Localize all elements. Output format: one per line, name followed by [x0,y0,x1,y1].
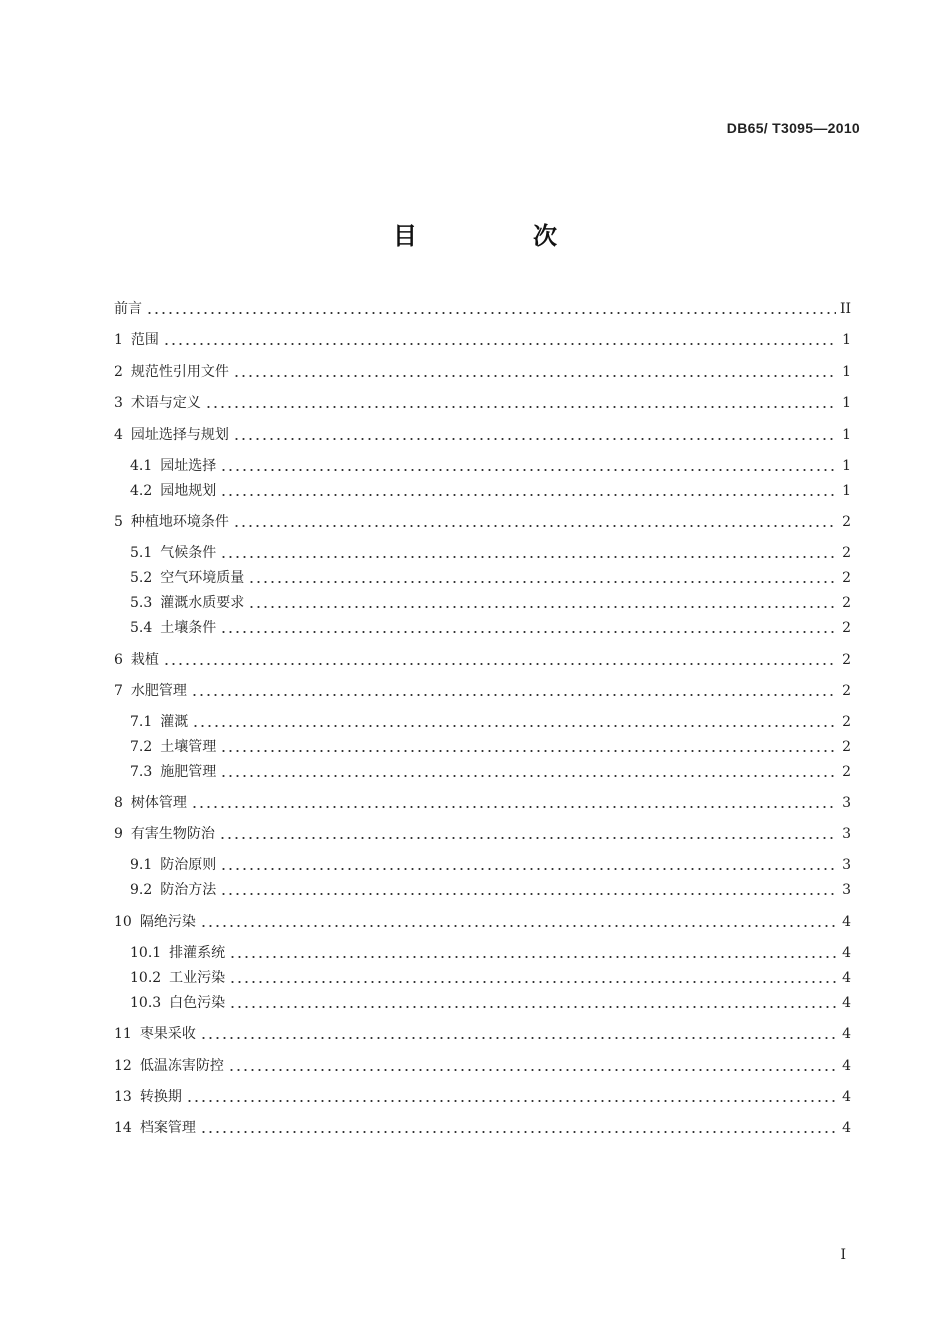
toc-subentry [130,992,851,1012]
toc-entry-number: 7.3 [130,764,153,780]
toc-entry-number: 5.3 [130,595,153,611]
toc-entry-page: 2 [842,620,851,636]
toc-entry [114,1055,851,1075]
toc-entry [114,792,851,812]
toc-entry-number: 7.1 [130,714,153,730]
toc-entry-page: 4 [842,970,851,986]
toc-entry-title: 灌溉水质要求 [160,595,245,611]
toc-entry-title: 术语与定义 [130,395,201,411]
toc-entry-number: 9.1 [130,857,153,873]
toc-entry-page: 2 [842,683,851,699]
toc-entry-title: 水肥管理 [130,683,187,699]
dot-leader [248,606,837,608]
toc-entry-number: 13 [114,1089,132,1105]
toc-entry-number: 2 [114,364,123,380]
dot-leader [233,375,837,377]
dot-leader [220,631,837,633]
toc-entry-page: 1 [842,483,851,499]
dot-leader [200,1131,837,1133]
toc-subentry [130,879,851,899]
toc-entry-page: 1 [842,364,851,380]
toc-entry-number: 7.2 [130,739,153,755]
toc-entry-number: 10.2 [130,970,162,986]
toc-entry-number: 7 [114,683,123,699]
toc-entry-number: 10 [114,914,132,930]
toc-entry-title: 园地规划 [160,483,217,499]
dot-leader [220,868,837,870]
toc-entry-number: 5.2 [130,570,153,586]
dot-leader [220,469,837,471]
toc-subentry [130,736,851,756]
toc-entry [114,511,851,531]
dot-leader [229,981,837,983]
toc-entry [114,1117,851,1137]
toc-subentry [130,455,851,475]
toc-entry-number: 11 [114,1026,132,1042]
toc-subentry [130,711,851,731]
toc-entry-page: 1 [842,427,851,443]
toc-entry-page: 4 [842,1058,851,1074]
toc-entry-number: 10.3 [130,995,162,1011]
toc-entry-title: 园址选择 [160,458,217,474]
toc-entry-number: 9.2 [130,882,153,898]
toc-entry-page: 1 [842,395,851,411]
toc-subentry [130,854,851,874]
toc-entry-page: 3 [842,826,851,842]
dot-leader [191,806,837,808]
toc-subentry [130,567,851,587]
toc-entry-title: 栽植 [130,652,159,668]
toc-subentry [130,592,851,612]
toc-entry-page: 2 [842,545,851,561]
toc-subentry [130,761,851,781]
toc-entry [114,680,851,700]
toc-entry [114,823,851,843]
toc-entry-title: 档案管理 [139,1120,196,1136]
toc-entry-title: 树体管理 [130,795,187,811]
toc-entry [114,298,851,318]
toc-entry-page: 4 [842,995,851,1011]
dot-leader [220,775,837,777]
toc-entry-page: II [839,301,851,317]
toc-entry-page: 2 [842,714,851,730]
toc-entry-title: 施肥管理 [160,764,217,780]
dot-leader [233,525,837,527]
toc-entry-title: 枣果采收 [139,1026,196,1042]
toc-entry-title: 规范性引用文件 [130,364,229,380]
toc-entry-page: 4 [842,1026,851,1042]
toc-entry-title: 排灌系统 [169,945,226,961]
dot-leader [163,663,837,665]
toc-entry-number: 3 [114,395,123,411]
toc-entry-number: 4.2 [130,483,153,499]
toc-entry-title: 工业污染 [169,970,226,986]
dot-leader [220,750,837,752]
toc-entry-page: 4 [842,945,851,961]
toc-entry-page: 4 [842,1089,851,1105]
toc-entry-page: 3 [842,882,851,898]
toc-entry-number: 5.4 [130,620,153,636]
dot-leader [146,312,836,314]
toc-entry-title: 防治原则 [160,857,217,873]
toc-entry-title: 灌溉 [160,714,189,730]
toc-entry-title: 范围 [130,332,159,348]
toc-entry-page: 2 [842,764,851,780]
toc-subentry [130,967,851,987]
dot-leader [229,1006,837,1008]
toc-subentry [130,942,851,962]
toc-entry-title: 空气环境质量 [160,570,245,586]
toc-entry-number: 12 [114,1058,132,1074]
toc-entry-title: 低温冻害防控 [139,1058,224,1074]
toc-entry-page: 3 [842,857,851,873]
dot-leader [229,956,837,958]
toc-entry-title: 隔绝污染 [139,914,196,930]
toc-entry-title: 有害生物防治 [130,826,215,842]
dot-leader [220,893,837,895]
toc-subentry [130,480,851,500]
page-title: 目 次 [393,222,603,250]
page-number: I [840,1247,846,1263]
toc-entry [114,329,851,349]
toc-entry-number: 8 [114,795,123,811]
toc-entry-title: 种植地环境条件 [130,514,229,530]
toc-entry [114,424,851,444]
dot-leader [205,406,837,408]
toc-entry-number: 1 [114,332,123,348]
dot-leader [191,694,837,696]
toc-entry-page: 2 [842,570,851,586]
toc-entry-page: 2 [842,595,851,611]
toc-entry-page: 2 [842,739,851,755]
dot-leader [248,581,837,583]
toc-entry [114,911,851,931]
toc-entry-title: 土壤管理 [160,739,217,755]
toc-entry-page: 4 [842,1120,851,1136]
dot-leader [163,343,837,345]
toc-subentry [130,542,851,562]
toc-entry-number: 9 [114,826,123,842]
toc-entry-number: 14 [114,1120,132,1136]
toc-entry-title: 防治方法 [160,882,217,898]
toc-entry-page: 3 [842,795,851,811]
toc-entry-title: 土壤条件 [160,620,217,636]
dot-leader [186,1100,837,1102]
toc-entry-title: 气候条件 [160,545,217,561]
toc-entry-number: 6 [114,652,123,668]
toc-entry [114,1086,851,1106]
toc-entry-title: 白色污染 [169,995,226,1011]
toc-entry-page: 1 [842,332,851,348]
toc-entry-title: 前言 [114,301,142,317]
toc-entry-number: 5.1 [130,545,153,561]
dot-leader [233,438,837,440]
toc-entry [114,1023,851,1043]
standard-code: DB65/ T3095—2010 [726,120,860,136]
toc-entry-number: 4.1 [130,458,153,474]
toc-entry-page: 2 [842,652,851,668]
dot-leader [200,925,837,927]
toc-subentry [130,617,851,637]
toc-entry-title: 转换期 [139,1089,182,1105]
toc-entry-title: 园址选择与规划 [130,427,229,443]
toc-entry [114,392,851,412]
toc-entry-page: 4 [842,914,851,930]
toc-entry [114,361,851,381]
dot-leader [219,837,837,839]
dot-leader [228,1069,837,1071]
toc-entry-number: 5 [114,514,123,530]
toc-entry-page: 2 [842,514,851,530]
toc-entry [114,649,851,669]
dot-leader [192,725,837,727]
toc-entry-page: 1 [842,458,851,474]
dot-leader [200,1037,837,1039]
toc-entry-number: 4 [114,427,123,443]
dot-leader [220,494,837,496]
toc-entry-number: 10.1 [130,945,162,961]
dot-leader [220,556,837,558]
